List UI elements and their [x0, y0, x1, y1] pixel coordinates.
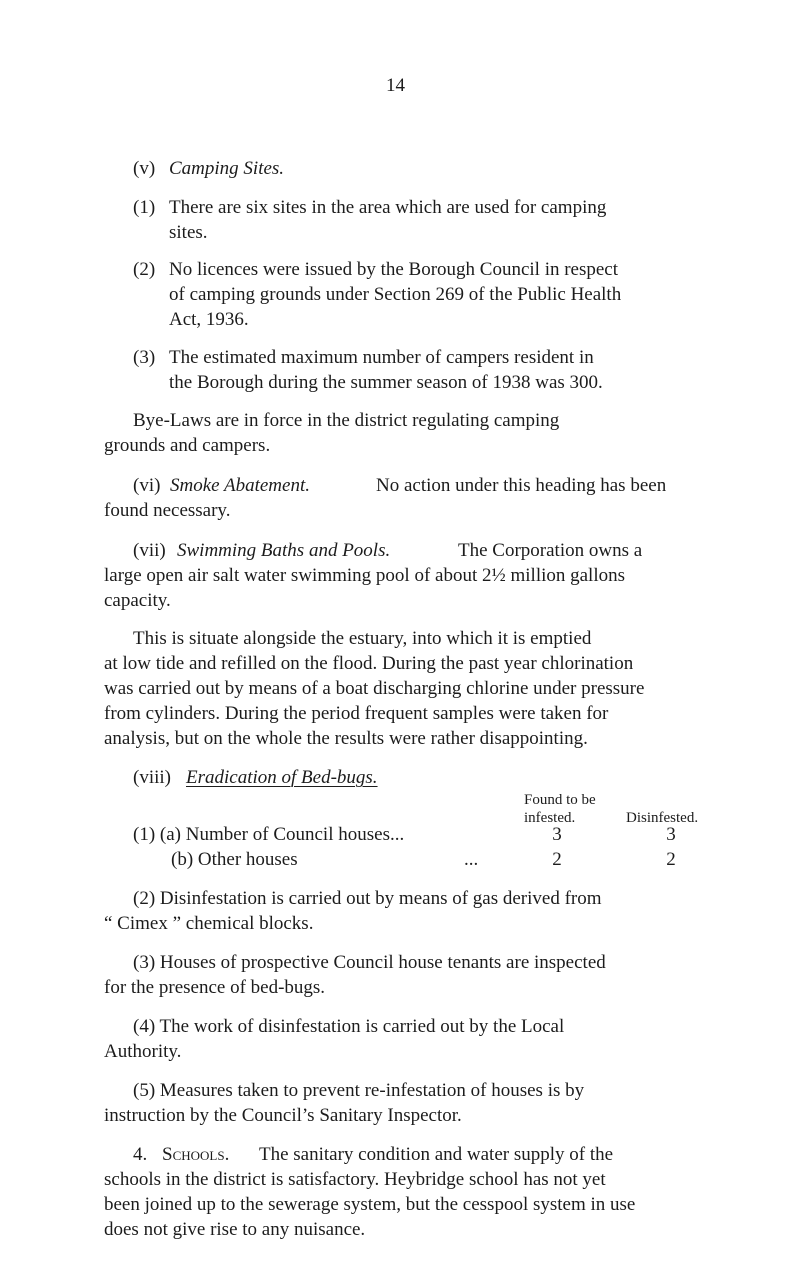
table-row-1-label: (1) (a) Number of Council houses... — [133, 824, 405, 845]
schools-number: 4. — [133, 1144, 148, 1165]
bedbug-item-2-line-2: “ Cimex ” chemical blocks. — [104, 913, 314, 934]
section-v-item-2-line-1: No licences were issued by the Borough Council in respect — [169, 259, 619, 280]
pool-para-line-1: This is situate alongside the estuary, into which it is emptied — [133, 628, 592, 649]
section-v-item-1-num: (1) — [133, 197, 156, 218]
section-vii-heading: Swimming Baths and Pools. — [177, 540, 391, 561]
byelaws-line-2: grounds and campers. — [104, 435, 271, 456]
section-v-item-1-line-1: There are six sites in the area which are used for camping — [169, 197, 607, 218]
schools-line-2: schools in the district is satisfactory. Heybridge school has not yet — [104, 1169, 606, 1190]
pool-para-line-2: at low tide and refilled on the flood. During the past year chlorination — [104, 653, 634, 674]
bedbug-item-3-line-1: (3) Houses of prospective Council house tenants are inspected — [133, 952, 606, 973]
table-header-found: Found to be — [524, 792, 596, 808]
bedbug-item-4-line-2: Authority. — [104, 1041, 182, 1062]
section-viii-heading: Eradication of Bed-bugs. — [186, 767, 378, 788]
section-vii-line-3: capacity. — [104, 590, 171, 611]
bedbug-item-3-line-2: for the presence of bed-bugs. — [104, 977, 326, 998]
section-vi-line-2: found necessary. — [104, 500, 231, 521]
section-vi-label: (vi) — [133, 475, 161, 496]
section-vii-label: (vii) — [133, 540, 166, 561]
section-vii-line-1: The Corporation owns a — [458, 540, 643, 561]
section-viii-label: (viii) — [133, 767, 171, 788]
table-row-2-label: (b) Other houses — [171, 849, 298, 870]
bedbug-item-4-line-1: (4) The work of disinfestation is carried out by the Local — [133, 1016, 565, 1037]
section-v-item-3-line-2: the Borough during the summer season of 1938 was 300. — [169, 372, 603, 393]
section-v-item-1-line-2: sites. — [169, 222, 208, 243]
section-vii-line-2: large open air salt water swimming pool of about 2½ million gallons — [104, 565, 626, 586]
page-number: 14 — [386, 75, 405, 96]
table-header-disinfested: Disinfested. — [626, 810, 699, 826]
bedbug-item-5-line-1: (5) Measures taken to prevent re-infestation of houses is by — [133, 1080, 585, 1101]
schools-line-1: The sanitary condition and water supply of the — [259, 1144, 614, 1165]
pool-para-line-4: from cylinders. During the period frequent samples were taken for — [104, 703, 609, 724]
schools-line-4: does not give rise to any nuisance. — [104, 1219, 366, 1240]
section-v-item-3-line-1: The estimated maximum number of campers resident in — [169, 347, 594, 368]
section-vi-text: No action under this heading has been — [376, 475, 667, 496]
section-v-item-3-num: (3) — [133, 347, 156, 368]
section-v-item-2-num: (2) — [133, 259, 156, 280]
schools-heading: Schools. — [162, 1144, 230, 1165]
schools-line-3: been joined up to the sewerage system, but the cesspool system in use — [104, 1194, 636, 1215]
section-vi-heading: Smoke Abatement. — [170, 475, 310, 496]
table-header-infested: infested. — [524, 810, 576, 826]
section-v-heading: Camping Sites. — [169, 158, 285, 179]
bedbug-item-5-line-2: instruction by the Council’s Sanitary Inspector. — [104, 1105, 462, 1126]
pool-para-line-5: analysis, but on the whole the results were rather disappointing. — [104, 728, 588, 749]
table-row-1-infested: 3 — [552, 824, 562, 845]
section-v-item-2-line-2: of camping grounds under Section 269 of the Public Health — [169, 284, 622, 305]
section-v-item-2-line-3: Act, 1936. — [169, 309, 249, 330]
table-row-2-disinfested: 2 — [666, 849, 676, 870]
table-row-2-dots: ... — [464, 849, 479, 870]
table-row-1-disinfested: 3 — [666, 824, 676, 845]
byelaws-line-1: Bye-Laws are in force in the district regulating camping — [133, 410, 560, 431]
pool-para-line-3: was carried out by means of a boat discharging chlorine under pressure — [104, 678, 645, 699]
table-row-2-infested: 2 — [552, 849, 562, 870]
section-v-label: (v) — [133, 158, 156, 179]
bedbug-item-2-line-1: (2) Disinfestation is carried out by means of gas derived from — [133, 888, 602, 909]
